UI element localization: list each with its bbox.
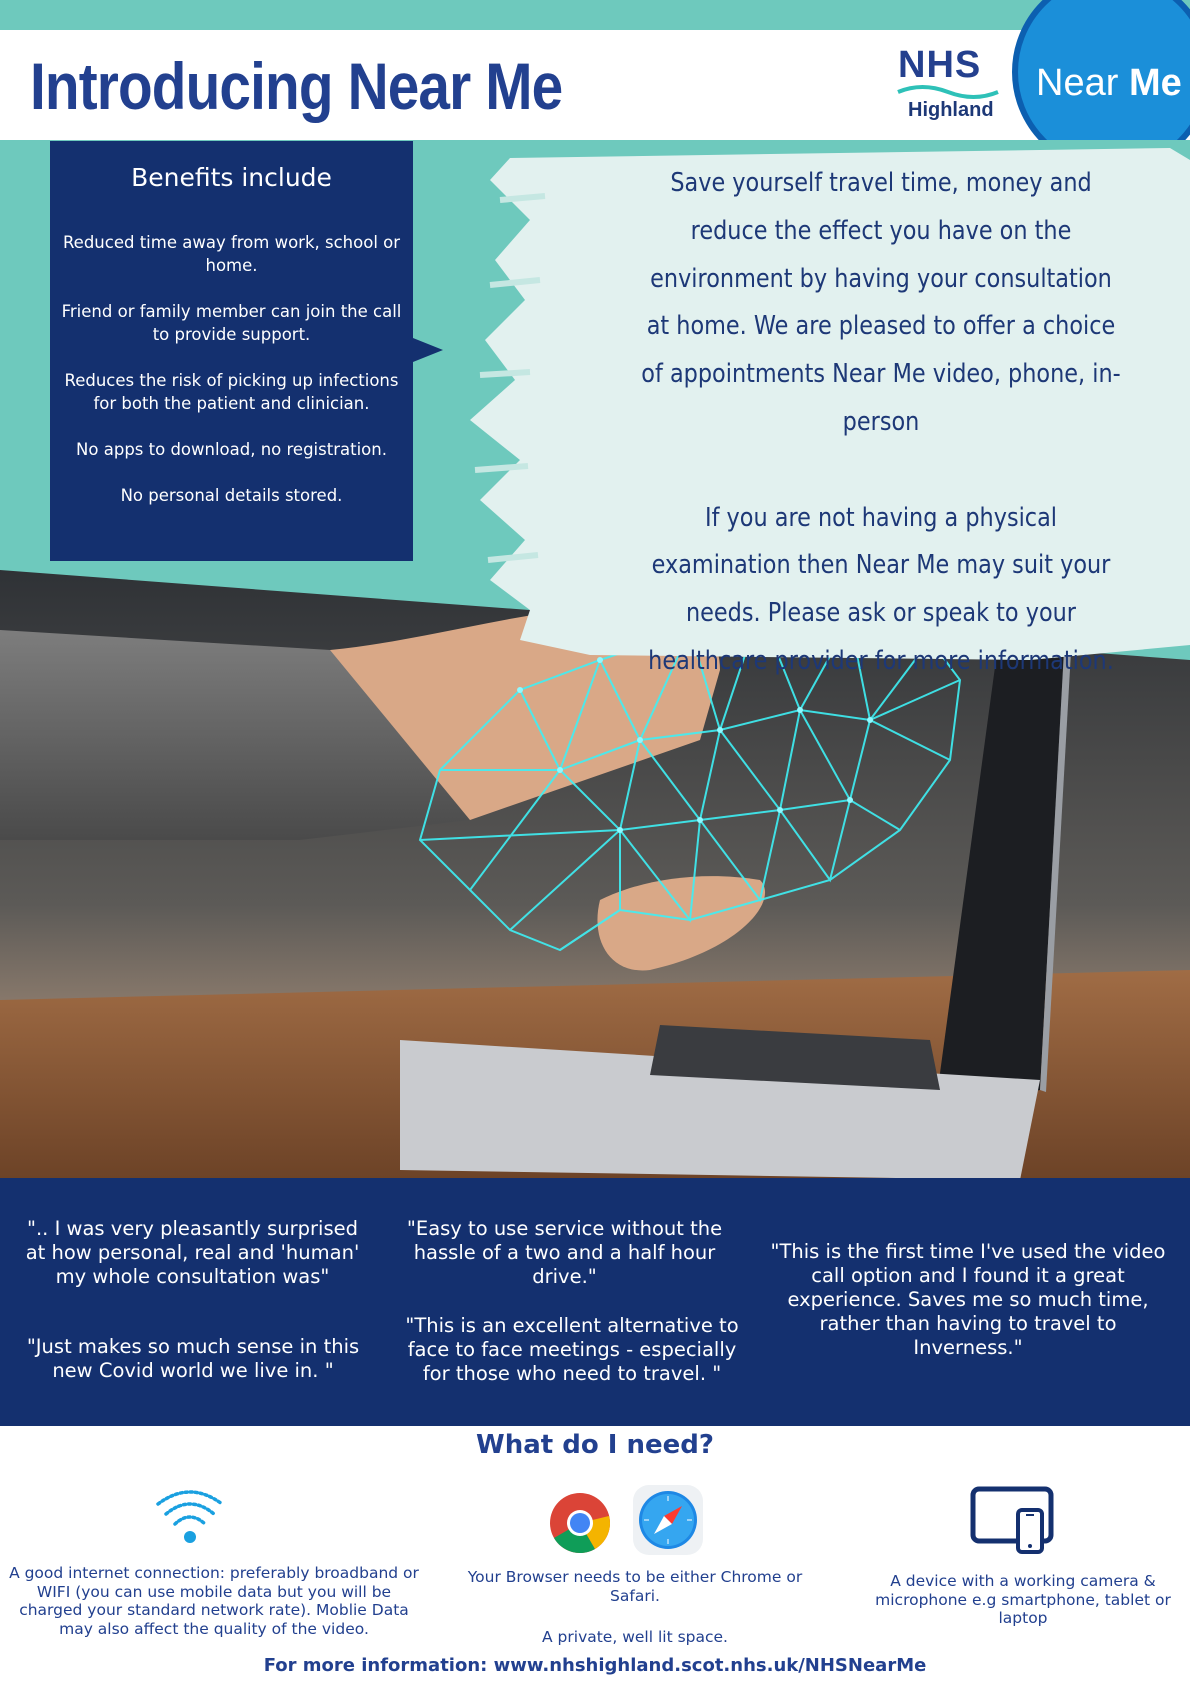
benefits-panel	[50, 141, 413, 561]
needs-title: What do I need?	[476, 1430, 714, 1460]
more-info-link[interactable]: For more information: www.nhshighland.scot.nhs.uk/NHSNearMe	[263, 1655, 927, 1676]
tablet-phone-icon	[970, 1486, 1060, 1556]
wifi-icon	[155, 1488, 225, 1546]
benefit-item: Reduces the risk of picking up infections for both the patient and clinician.	[64, 371, 399, 413]
benefit-item: Friend or family member can join the call to provide support.	[61, 302, 402, 344]
intro-paragraph-1: Save yourself travel time, money and reduce the effect you have on the environment by having your consultation at home. We are pleased to offer a choice of appointments Near Me video, phone, in-person	[641, 168, 1121, 437]
near-me-badge-text	[1036, 62, 1182, 105]
benefit-item: Reduced time away from work, school or home.	[62, 233, 401, 275]
nhs-logo-region: Highland	[908, 99, 994, 121]
chrome-icon	[549, 1492, 611, 1554]
testimonial-quote: "This is an excellent alternative to face to face meetings - especially for those who need to travel. "	[405, 1314, 739, 1385]
need-browser-text: Your Browser needs to be either Chrome or Safari.	[467, 1568, 803, 1605]
intro-text	[598, 160, 1164, 686]
benefit-item: No personal details stored.	[120, 486, 343, 505]
intro-paragraph-2: If you are not having a physical examination then Near Me may suit your needs. Please ask or speak to your healthcare provider for more information.	[648, 502, 1114, 676]
testimonial-quote: ".. I was very pleasantly surprised at how personal, real and 'human' my whole consultation was"	[25, 1217, 360, 1288]
testimonial-quote: "Just makes so much sense in this new Covid world we live in. "	[26, 1335, 360, 1382]
badge-word-near: Near	[1036, 62, 1119, 104]
nhs-highland-logo	[890, 44, 1010, 124]
need-internet-text: A good internet connection: preferably broadband or WIFI (you can use mobile data but you will be charged your standard network rate). Moblie Data may also affect the quality of the video.	[9, 1564, 419, 1638]
benefit-item: No apps to download, no registration.	[76, 440, 387, 459]
need-space-text: A private, well lit space.	[542, 1628, 728, 1646]
nhs-wave-icon	[896, 84, 1000, 100]
page-title: Introducing Near Me	[30, 49, 563, 123]
nhs-logo-mark: NHS	[898, 44, 982, 86]
badge-word-me: Me	[1128, 62, 1182, 104]
testimonial-quote: "Easy to use service without the hassle of a two and a half hour drive."	[406, 1217, 723, 1288]
testimonial-quote: "This is the first time I've used the video call option and I found it a great experience. Saves me so much time, rather than having to travel to Inverness."	[770, 1240, 1166, 1359]
need-device-text: A device with a working camera & microphone e.g smartphone, tablet or laptop	[875, 1572, 1171, 1627]
benefits-title: Benefits include	[131, 163, 332, 192]
safari-icon	[632, 1484, 704, 1556]
benefits-pointer	[413, 338, 443, 362]
top-stripe	[0, 0, 1190, 30]
benefits-list	[58, 231, 405, 530]
